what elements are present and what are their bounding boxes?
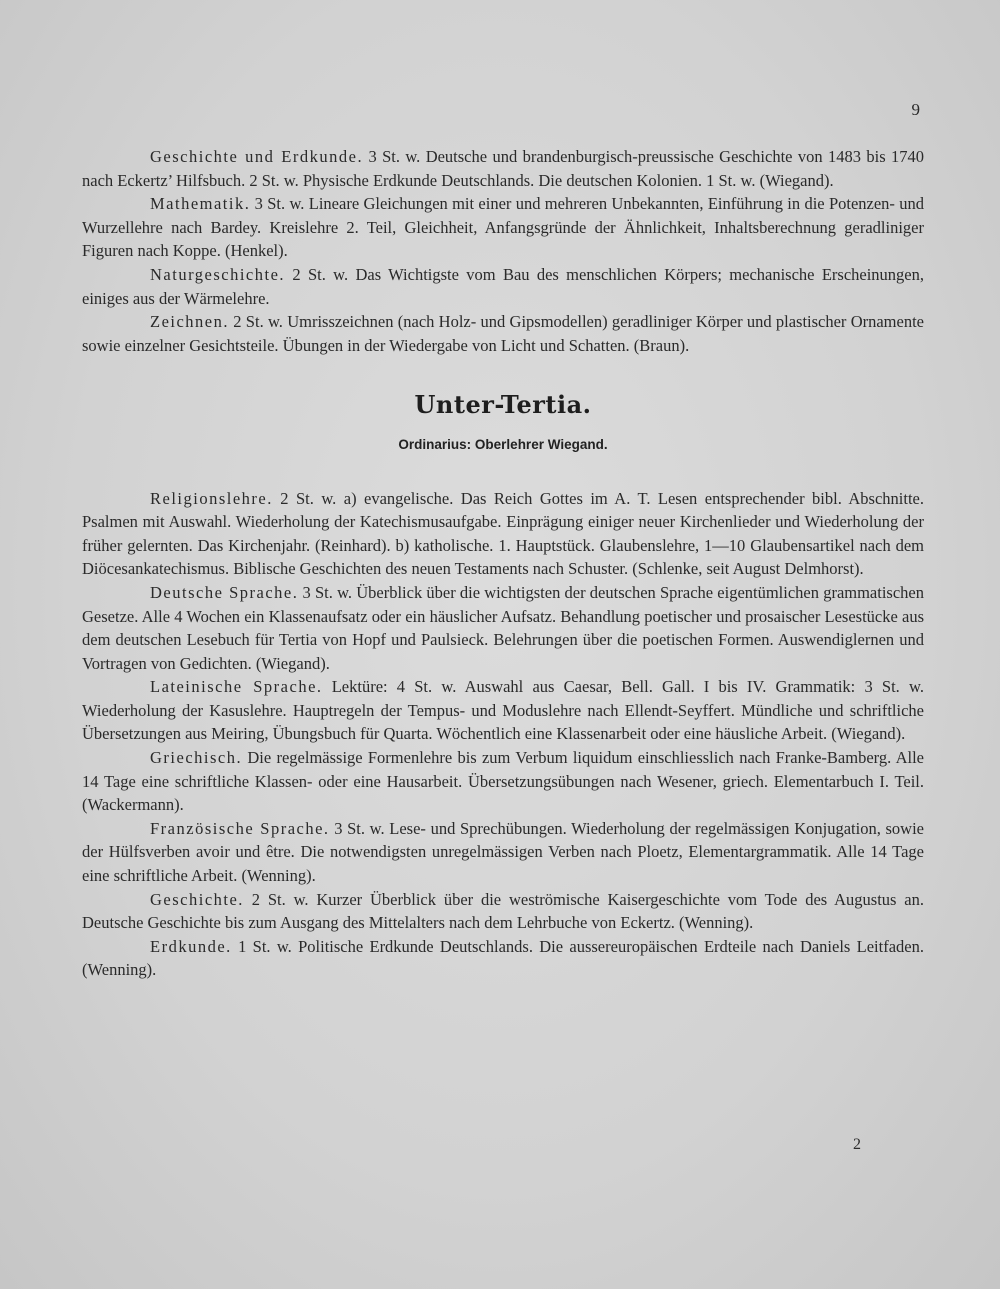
subject-label: Erdkunde. bbox=[150, 936, 232, 956]
paragraph-text: 2 St. w. Umrisszeichnen (nach Holz- und Gipsmodellen) geradliniger Körper und plastischer Ornamente sowie einzelner Gesichtsteile. Übungen in der Wiedergabe von Licht und Schatten. (Braun). bbox=[82, 312, 924, 355]
paragraph-text: Lektüre: 4 St. w. Auswahl aus Caesar, Bell. Gall. I bis IV. Grammatik: 3 St. w. Wiederholung der Kasuslehre. Hauptregeln der Tempus- und Moduslehre nach Ellendt-Seyffert. Mündliche und schriftliche Übersetzungen aus Meiring, Übungsbuch für Quarta. Wöchentlich eine Klassenarbeit oder eine häusliche Arbeit. (Wiegand). bbox=[82, 677, 924, 744]
subject-label: Zeichnen. bbox=[150, 312, 230, 332]
paragraph-text: 2 St. w. Das Wichtigste vom Bau des menschlichen Körpers; mechanische Erscheinungen, einiges aus der Wärmelehre. bbox=[82, 264, 924, 308]
paragraph-deutsche-sprache bbox=[82, 581, 924, 675]
paragraph-zeichnen bbox=[82, 310, 924, 357]
subject-label: Naturgeschichte. bbox=[150, 264, 286, 284]
paragraph-text: 1 St. w. Politische Erdkunde Deutschlands. Die aussereuropäischen Erdteile nach Daniels Leitfaden. (Wenning). bbox=[82, 936, 924, 980]
ordinarius-label: Ordinarius: bbox=[398, 436, 472, 452]
signature-mark: 2 bbox=[853, 1136, 861, 1153]
subject-label: Lateinische Sprache. bbox=[150, 677, 323, 697]
subject-label: Griechisch. bbox=[150, 748, 243, 768]
paragraph-erdkunde bbox=[82, 935, 924, 982]
paragraph-lateinische-sprache bbox=[82, 675, 924, 746]
upper-section bbox=[82, 145, 924, 357]
page-body bbox=[82, 145, 924, 982]
lower-section bbox=[82, 487, 924, 982]
paragraph-text: 3 St. w. Deutsche und brandenburgisch-preussische Geschichte von 1483 bis 1740 nach Eckertz’ Hilfsbuch. 2 St. w. Physische Erdkunde Deutschlands. Die deutschen Kolonien. 1 St. w. (Wiegand). bbox=[82, 147, 924, 190]
paragraph-text: 2 St. w. Kurzer Überblick über die weströmische Kaisergeschichte vom Tode des Augustus an. Deutsche Geschichte bis zum Ausgang des Mittelalters nach dem Lehrbuche von Eckertz. (Wenning). bbox=[82, 889, 924, 933]
subject-label: Mathematik. bbox=[150, 194, 251, 214]
paragraph-geschichte-erdkunde bbox=[82, 145, 924, 192]
ordinarius-name: Oberlehrer Wiegand. bbox=[474, 436, 608, 452]
subject-label: Religionslehre. bbox=[150, 488, 273, 508]
subject-label: Deutsche Sprache. bbox=[150, 582, 299, 602]
subject-label: Geschichte. bbox=[150, 889, 244, 909]
page-number: 9 bbox=[911, 100, 920, 119]
paragraph-geschichte bbox=[82, 888, 924, 935]
subject-label: Geschichte und Erdkunde. bbox=[150, 147, 364, 166]
section-title: Unter-Tertia. bbox=[414, 390, 592, 420]
ordinarius-line bbox=[82, 433, 924, 457]
paragraph-text: 3 St. w. Lineare Gleichungen mit einer und mehreren Unbekannten, Einführung in die Potenzen- und Wurzellehre nach Bardey. Kreislehre 2. Teil, Gleichheit, Anfangsgründe der Ähnlichkeit, Inhaltsberechnung geradliniger Figuren nach Koppe. (Henkel). bbox=[82, 194, 924, 261]
paragraph-griechisch bbox=[82, 746, 924, 817]
paragraph-religionslehre bbox=[82, 487, 924, 581]
paragraph-text: Die regelmässige Formenlehre bis zum Verbum liquidum einschliesslich nach Franke-Bamberg. Alle 14 Tage eine schriftliche Klassen- oder eine Hausarbeit. Übersetzungsübungen nach Wesener, griech. Elementarbuch I. Teil. (Wackermann). bbox=[82, 748, 924, 815]
paragraph-franzoesische-sprache bbox=[82, 817, 924, 888]
paragraph-naturgeschichte bbox=[82, 263, 924, 310]
paragraph-text: 3 St. w. Lese- und Sprechübungen. Wiederholung der regelmässigen Konjugation, sowie der Hülfsverben avoir und être. Die notwendigsten unregelmässigen Verben nach Ploetz, Elementargrammatik. Alle 14 Tage eine schriftliche Arbeit. (Wenning). bbox=[82, 818, 924, 886]
paragraph-mathematik bbox=[82, 192, 924, 263]
paragraph-text: 2 St. w. a) evangelische. Das Reich Gottes im A. T. Lesen entsprechender bibl. Abschnitte. Psalmen mit Auswahl. Wiederholung der Katechismusaufgabe. Einprägung einiger neuer Kirchenlieder und Wiederholung der früher gelernten. Das Kirchenjahr. (Reinhard). b) katholische. 1. Hauptstück. Glaubenslehre, 1—10 Glaubensartikel nach dem Diöcesankatechismus. Biblische Geschichten des neuen Testaments nach Schuster. (Schlenke, seit August Delmhorst). bbox=[82, 488, 924, 579]
subject-label: Französische Sprache. bbox=[150, 818, 330, 838]
paragraph-text: 3 St. w. Überblick über die wichtigsten der deutschen Sprache eigentümlichen grammatischen Gesetze. Alle 4 Wochen ein Klassenaufsatz oder ein häuslicher Aufsatz. Behandlung poetischer und prosaischer Lesestücke aus dem deutschen Lesebuch für Tertia von Hopf und Paulsieck. Belehrungen über die poetischen Formen. Auswendiglernen und Vortragen von Gedichten. (Wiegand). bbox=[82, 582, 924, 673]
